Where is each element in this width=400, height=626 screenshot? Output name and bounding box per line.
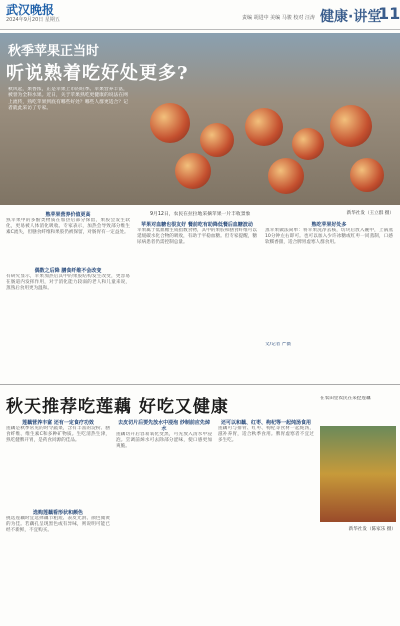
article-text: 蒸苹果做法简单：将苹果洗净去核，切块后放入碗中，上锅蒸10分钟左右即可。也可以加入少许冰糖或红枣一同蒸制，口感软糯香甜，适合脾胃虚寒人群食用。: [265, 228, 393, 245]
article-column-1: [6, 212, 130, 334]
newspaper-logo: 武汉晚报: [6, 3, 55, 17]
apple-image: [150, 103, 190, 143]
feature-photo: [0, 33, 400, 205]
apple-image: [350, 158, 384, 192]
photo-credit: 新华社发（陈家乐 摄）: [348, 527, 396, 532]
photo-caption: 在农田里农民在采挖莲藕: [320, 396, 371, 401]
lotus-root-photo: [320, 426, 396, 522]
section-head: 莲藕营养丰富 还有一定食疗功效: [22, 420, 94, 426]
apple-image: [200, 123, 234, 157]
section-head: 选购莲藕看形状和颜色: [32, 510, 83, 516]
apple-image: [268, 158, 304, 194]
feature-headline: 听说熟着吃好处更多?: [6, 63, 189, 84]
second-headline: 秋天推荐吃莲藕 好吃又健康: [6, 397, 229, 417]
masthead: [0, 0, 400, 30]
author-note: 文/记者 严薇: [265, 342, 291, 347]
section-head: 去皮切片后要先放水中浸泡 炒制前应先焯水: [118, 420, 210, 432]
article-text: 熟苹果中的多酚类物质在加热后部分保留，果胶会发生软化，更易被人体消化吸收。专家表示，加热会导致部分维生素C流失，但膳食纤维和果胶仍被保留，对肠胃有一定益处。: [6, 218, 130, 235]
apple-image: [292, 128, 324, 160]
apple-image: [330, 105, 372, 147]
article-text: 莲藕是秋季常见的时令蔬菜，含有丰富的淀粉、膳食纤维、维生素C和多种矿物质。生吃清热生津，熟吃健脾开胃，是药食同源的佳品。: [6, 426, 110, 443]
section-head: 熟吃苹果好处多: [311, 222, 347, 228]
article-text: 有研究显示，苹果加热后其中的果胶结构发生改变，更容易在肠道内发挥作用，对于消化能力较弱的老人和儿童来说，蒸熟后食用更为温和。: [6, 274, 130, 291]
article-column-2: [137, 222, 257, 348]
page-number: 11: [378, 4, 400, 23]
section-head: 苹果对血糖也很友好 餐前吃有助降低餐后血糖波动: [141, 222, 253, 228]
article2-column-2: [116, 420, 212, 582]
article-text: 莲藕切开后容易氧化变黑，可先放入清水中浸泡。烹调前焯水可去除部分涩味，使口感更加爽脆。: [116, 432, 212, 449]
feature-lede: 秋风起，果香浓，正是苹果上市的旺季。苹果营养丰富，被誉为全科水果。近日，关于苹果熟吃更健康的说法在网上流传，熟吃苹果到底有哪些好处？哪些人群更适合？记者就此采访了专家。: [8, 87, 128, 112]
article2-column-1: [6, 420, 110, 586]
section-head: 偶数之后降 膳食纤维不会改变: [34, 268, 102, 274]
article-text: 苹果属于低血糖生成指数食物，其中的果胶和膳食纤维可以延缓碳水化合物的吸收，有助于平稳血糖。但专家提醒，糖尿病患者仍需控制总量。: [137, 228, 257, 245]
article-text: 莲藕可与排骨、红枣、枸杞等食材一起炖汤，滋补养胃，适合秋季食用。脾胃虚寒者不宜过多生吃。: [218, 426, 314, 443]
section-head: 熟苹果营养价值更高: [45, 212, 91, 218]
apple-image: [245, 108, 283, 146]
editor-credits: 责编 胡进中 美编 马骏 校对 汪涛: [242, 15, 315, 21]
dateline: 2024年9月20日 星期五: [6, 17, 60, 23]
divider: [0, 384, 400, 385]
article-column-3: [265, 222, 393, 348]
section-head: 还可以和藕、红枣、枸杞等一起炖汤食用: [220, 420, 311, 426]
article-text: 挑选莲藕时宜选择藕节粗短、表皮光滑、颜色微黄的为佳。若藕孔呈现黑色或有异味，则说明可能已经不新鲜，不宜购买。: [6, 516, 110, 533]
article2-column-3: [218, 420, 314, 576]
feature-kicker: 秋季苹果正当时: [8, 44, 100, 59]
apple-image: [175, 153, 211, 189]
photo-credit: 新华社发（王立群 摄）: [346, 211, 394, 216]
section-title: 健康·讲堂: [320, 9, 382, 25]
photo-caption: 9月12日，农民在拉拉地采摘苹果一片丰收景象: [150, 212, 251, 217]
